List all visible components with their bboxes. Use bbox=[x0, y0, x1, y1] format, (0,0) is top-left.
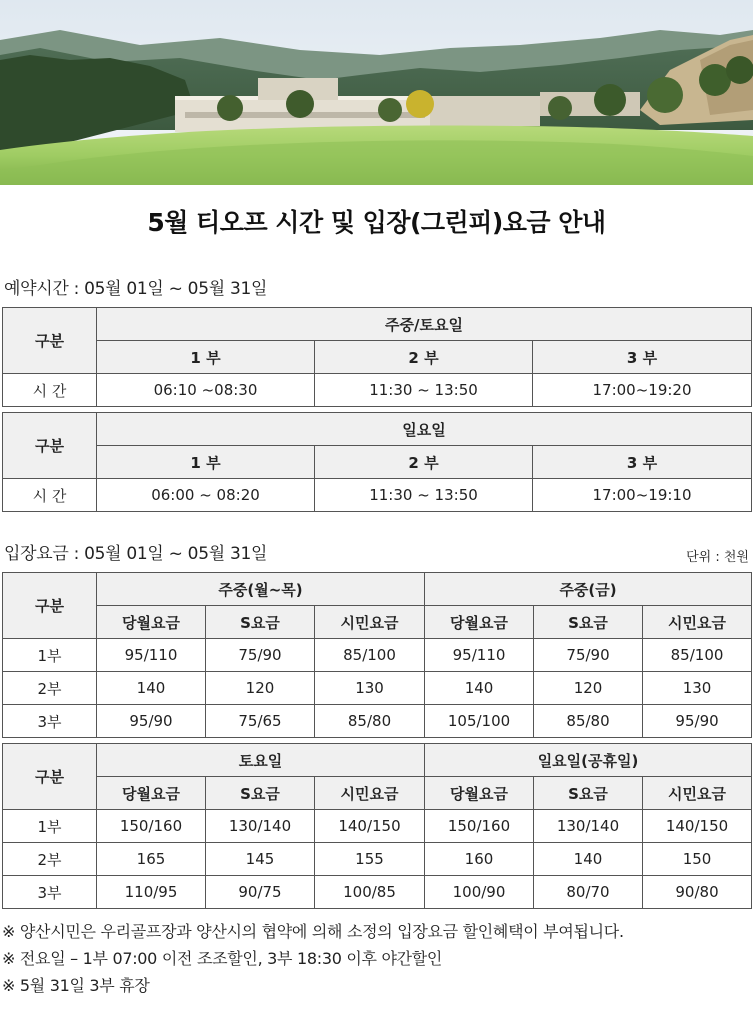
fee-cell: 155 bbox=[315, 843, 425, 876]
note-line: ※ 전요일 – 1부 07:00 이전 조조할인, 3부 18:30 이후 야간할인 bbox=[2, 949, 443, 968]
golf-course-illustration bbox=[0, 0, 753, 185]
part-header: 3 부 bbox=[533, 446, 752, 479]
fee-cell: 120 bbox=[534, 672, 643, 705]
weekday-saturday-time-table bbox=[2, 307, 752, 407]
fee-cell: 120 bbox=[206, 672, 315, 705]
table-row bbox=[3, 876, 752, 909]
fee-cell: 90/75 bbox=[206, 876, 315, 909]
weekday-fee-table bbox=[2, 572, 752, 738]
fee-cell: 130 bbox=[315, 672, 425, 705]
corner-header: 구분 bbox=[3, 744, 97, 810]
fee-cell: 140 bbox=[534, 843, 643, 876]
note-line: ※ 5월 31일 3부 휴장 bbox=[2, 976, 150, 995]
part-header: 1 부 bbox=[97, 446, 315, 479]
group-header: 주중(월~목) bbox=[97, 573, 425, 606]
table-row bbox=[3, 843, 752, 876]
fee-cell: 95/90 bbox=[643, 705, 752, 738]
corner-header: 구분 bbox=[3, 413, 97, 479]
fee-cell: 75/90 bbox=[206, 639, 315, 672]
time-cell: 06:10 ~08:30 bbox=[97, 374, 315, 407]
fee-cell: 85/100 bbox=[315, 639, 425, 672]
part-header: 1 부 bbox=[97, 341, 315, 374]
unit-label: 단위 : 천원 bbox=[686, 550, 749, 565]
time-cell: 17:00~19:20 bbox=[533, 374, 752, 407]
fee-cell: 130/140 bbox=[534, 810, 643, 843]
fee-type-header: S요금 bbox=[206, 606, 315, 639]
fee-type-header: 당월요금 bbox=[425, 606, 534, 639]
fee-cell: 75/65 bbox=[206, 705, 315, 738]
row-label: 3부 bbox=[3, 876, 97, 909]
fee-type-header: S요금 bbox=[534, 606, 643, 639]
group-header: 주중(금) bbox=[425, 573, 752, 606]
part-header: 3 부 bbox=[533, 341, 752, 374]
corner-header: 구분 bbox=[3, 308, 97, 374]
row-label: 1부 bbox=[3, 810, 97, 843]
fee-type-header: 당월요금 bbox=[97, 606, 206, 639]
fee-type-header: 시민요금 bbox=[315, 606, 425, 639]
table-row bbox=[3, 639, 752, 672]
weekend-fee-table bbox=[2, 743, 752, 909]
fee-cell: 85/80 bbox=[534, 705, 643, 738]
fee-cell: 130 bbox=[643, 672, 752, 705]
corner-header: 구분 bbox=[3, 573, 97, 639]
row-label: 1부 bbox=[3, 639, 97, 672]
time-cell: 11:30 ~ 13:50 bbox=[315, 479, 533, 512]
fee-cell: 160 bbox=[425, 843, 534, 876]
fee-cell: 95/110 bbox=[425, 639, 534, 672]
fee-cell: 85/80 bbox=[315, 705, 425, 738]
row-label: 2부 bbox=[3, 672, 97, 705]
fee-type-header: 시민요금 bbox=[643, 606, 752, 639]
note-line: ※ 양산시민은 우리골프장과 양산시의 협약에 의해 소정의 입장요금 할인혜택이 부여됩니다. bbox=[2, 922, 624, 941]
reservation-period-label: 예약시간 : 05월 01일 ~ 05월 31일 bbox=[4, 279, 268, 299]
fee-period-label: 입장요금 : 05월 01일 ~ 05월 31일 bbox=[4, 544, 268, 564]
fee-cell: 140 bbox=[425, 672, 534, 705]
sunday-time-table bbox=[2, 412, 752, 512]
fee-cell: 140 bbox=[97, 672, 206, 705]
table-row bbox=[3, 672, 752, 705]
fee-cell: 140/150 bbox=[643, 810, 752, 843]
row-label: 시 간 bbox=[3, 479, 97, 512]
fee-cell: 150 bbox=[643, 843, 752, 876]
fee-type-header: 시민요금 bbox=[643, 777, 752, 810]
fee-cell: 90/80 bbox=[643, 876, 752, 909]
time-cell: 06:00 ~ 08:20 bbox=[97, 479, 315, 512]
table-row bbox=[3, 810, 752, 843]
row-label: 2부 bbox=[3, 843, 97, 876]
fee-cell: 145 bbox=[206, 843, 315, 876]
fee-cell: 150/160 bbox=[97, 810, 206, 843]
group-header: 주중/토요일 bbox=[97, 308, 752, 341]
group-header: 토요일 bbox=[97, 744, 425, 777]
fee-cell: 105/100 bbox=[425, 705, 534, 738]
fee-cell: 110/95 bbox=[97, 876, 206, 909]
fee-cell: 165 bbox=[97, 843, 206, 876]
fee-cell: 130/140 bbox=[206, 810, 315, 843]
fee-cell: 80/70 bbox=[534, 876, 643, 909]
fee-type-header: S요금 bbox=[206, 777, 315, 810]
fee-type-header: S요금 bbox=[534, 777, 643, 810]
notes bbox=[2, 918, 751, 999]
page-title: 5월 티오프 시간 및 입장(그린피)요금 안내 bbox=[147, 208, 606, 237]
fee-cell: 100/85 bbox=[315, 876, 425, 909]
fee-cell: 150/160 bbox=[425, 810, 534, 843]
golf-course-banner bbox=[0, 0, 753, 185]
fee-type-header: 시민요금 bbox=[315, 777, 425, 810]
fee-type-header: 당월요금 bbox=[425, 777, 534, 810]
group-header: 일요일 bbox=[97, 413, 752, 446]
group-header: 일요일(공휴일) bbox=[425, 744, 752, 777]
fee-cell: 140/150 bbox=[315, 810, 425, 843]
fee-type-header: 당월요금 bbox=[97, 777, 206, 810]
fee-cell: 95/90 bbox=[97, 705, 206, 738]
row-label: 3부 bbox=[3, 705, 97, 738]
time-cell: 11:30 ~ 13:50 bbox=[315, 374, 533, 407]
row-label: 시 간 bbox=[3, 374, 97, 407]
fee-cell: 95/110 bbox=[97, 639, 206, 672]
time-cell: 17:00~19:10 bbox=[533, 479, 752, 512]
part-header: 2 부 bbox=[315, 341, 533, 374]
table-row bbox=[3, 705, 752, 738]
part-header: 2 부 bbox=[315, 446, 533, 479]
fee-cell: 100/90 bbox=[425, 876, 534, 909]
fee-cell: 85/100 bbox=[643, 639, 752, 672]
fee-cell: 75/90 bbox=[534, 639, 643, 672]
